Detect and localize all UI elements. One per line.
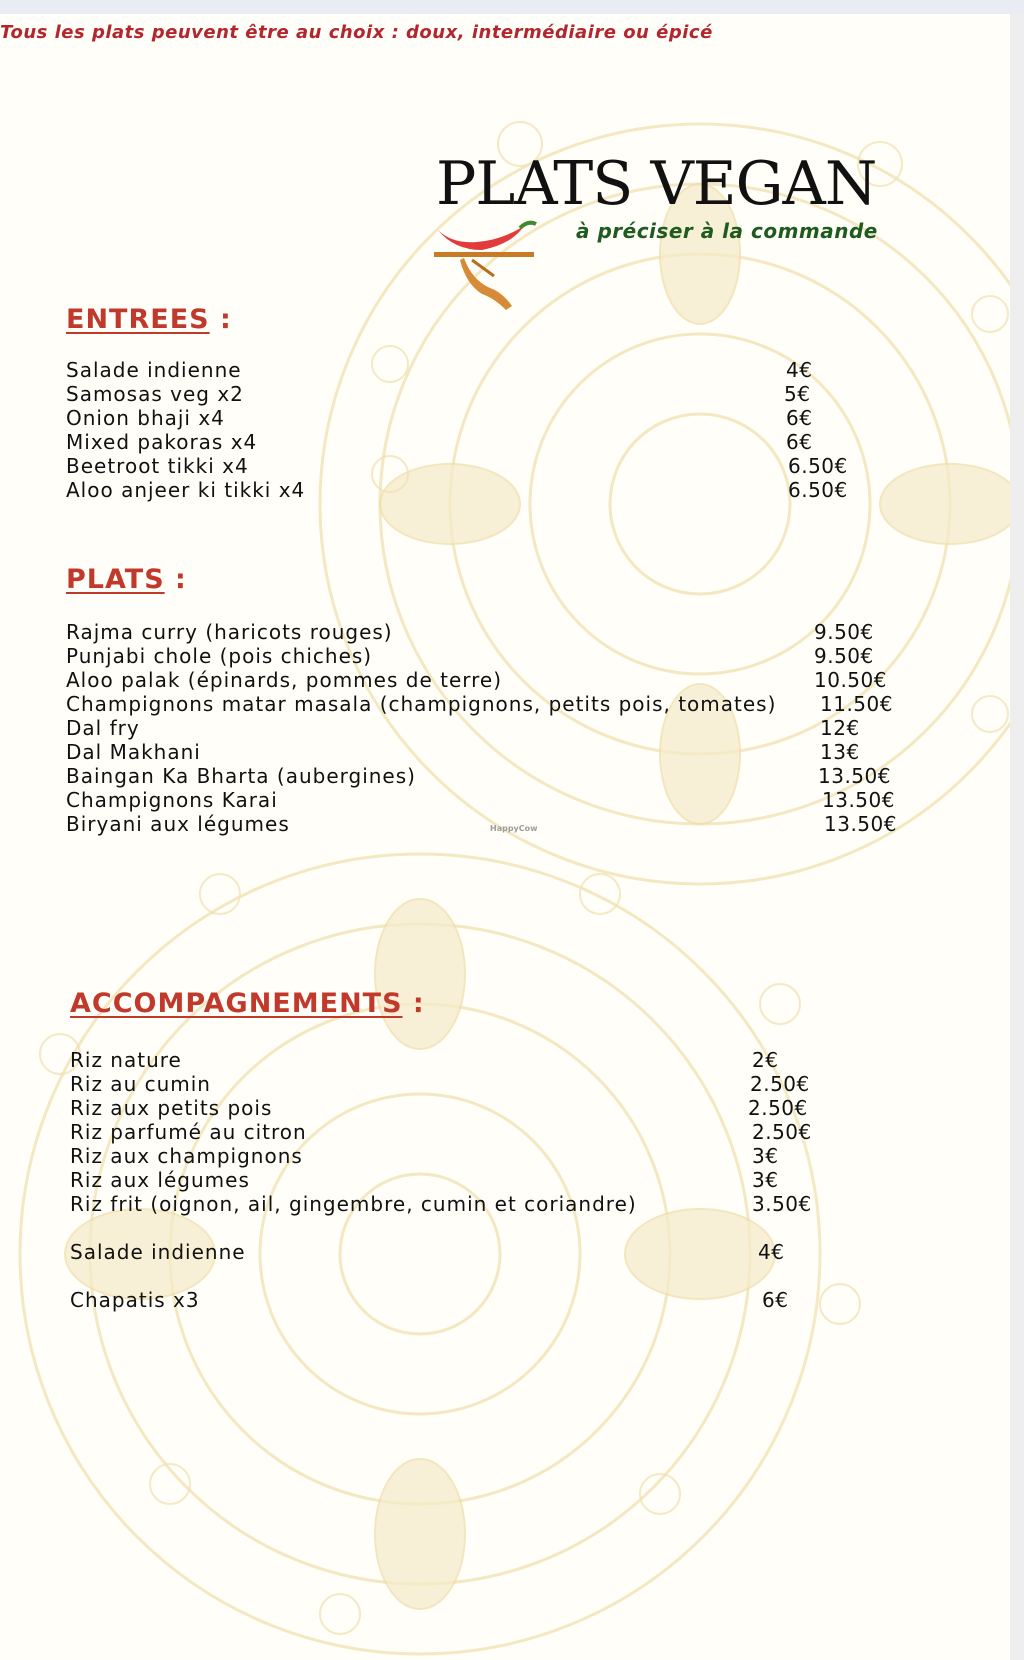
menu-item-name: Riz aux petits pois (70, 1096, 273, 1120)
menu-item-price: 2.50€ (750, 1072, 810, 1096)
menu-title: PLATS VEGAN (436, 149, 877, 219)
menu-item-price: 13.50€ (824, 812, 897, 836)
section-title-plats: PLATS : (66, 564, 187, 595)
menu-item-name: Salade indienne (66, 358, 242, 382)
menu-item-name: Riz aux légumes (70, 1168, 250, 1192)
menu-item-price: 10.50€ (814, 668, 887, 692)
menu-item-price: 4€ (786, 358, 813, 382)
menu-item-name: Riz aux champignons (70, 1144, 303, 1168)
menu-item-name: Aloo anjeer ki tikki x4 (66, 478, 306, 502)
happycow-watermark: HappyCow (490, 824, 538, 833)
menu-item-price: 6€ (786, 406, 813, 430)
menu-item-price: 6€ (762, 1288, 789, 1312)
menu-subtitle: à préciser à la commande (576, 219, 878, 243)
menu-item-price: 13.50€ (822, 788, 895, 812)
menu-item-price: 6€ (786, 430, 813, 454)
menu-item-price: 6.50€ (788, 478, 848, 502)
menu-item-name: Biryani aux légumes (66, 812, 290, 836)
menu-item-name: Salade indienne (70, 1240, 246, 1264)
menu-item-name: Riz parfumé au citron (70, 1120, 307, 1144)
menu-page (0, 14, 1024, 1660)
page-right-edge (1010, 14, 1024, 1660)
menu-item-name: Riz nature (70, 1048, 182, 1072)
menu-item-name: Riz au cumin (70, 1072, 211, 1096)
menu-item-name: Samosas veg x2 (66, 382, 244, 406)
menu-item-name: Champignons matar masala (champignons, petits pois, tomates) (66, 692, 777, 716)
menu-item-price: 3€ (752, 1168, 779, 1192)
menu-item-name: Mixed pakoras x4 (66, 430, 258, 454)
menu-item-price: 2.50€ (752, 1120, 812, 1144)
menu-item-price: 5€ (784, 382, 811, 406)
menu-item-name: Riz frit (oignon, ail, gingembre, cumin et coriandre) (70, 1192, 637, 1216)
menu-item-price: 13.50€ (818, 764, 891, 788)
menu-item-price: 3.50€ (752, 1192, 812, 1216)
section-title-accompagnements: ACCOMPAGNEMENTS : (70, 988, 425, 1019)
menu-item-name: Punjabi chole (pois chiches) (66, 644, 373, 668)
menu-item-name: Onion bhaji x4 (66, 406, 225, 430)
menu-item-price: 4€ (758, 1240, 785, 1264)
spice-level-notice: Tous les plats peuvent être au choix : doux, intermédiaire ou épicé (0, 22, 713, 43)
menu-item-price: 2€ (752, 1048, 779, 1072)
menu-item-price: 2.50€ (748, 1096, 808, 1120)
menu-item-price: 13€ (820, 740, 860, 764)
menu-item-price: 9.50€ (814, 644, 874, 668)
section-title-entrees: ENTREES : (66, 304, 232, 335)
menu-item-name: Dal Makhani (66, 740, 201, 764)
menu-item-price: 12€ (820, 716, 860, 740)
menu-item-price: 9.50€ (814, 620, 874, 644)
menu-item-name: Rajma curry (haricots rouges) (66, 620, 393, 644)
browser-top-strip (0, 0, 1024, 14)
menu-item-name: Aloo palak (épinards, pommes de terre) (66, 668, 503, 692)
menu-item-name: Chapatis x3 (70, 1288, 200, 1312)
menu-item-name: Baingan Ka Bharta (aubergines) (66, 764, 416, 788)
menu-item-name: Dal fry (66, 716, 140, 740)
menu-item-price: 3€ (752, 1144, 779, 1168)
menu-item-name: Champignons Karai (66, 788, 278, 812)
menu-item-name: Beetroot tikki x4 (66, 454, 249, 478)
chili-on-tray-logo-icon (432, 220, 542, 315)
menu-item-price: 6.50€ (788, 454, 848, 478)
menu-item-price: 11.50€ (820, 692, 893, 716)
